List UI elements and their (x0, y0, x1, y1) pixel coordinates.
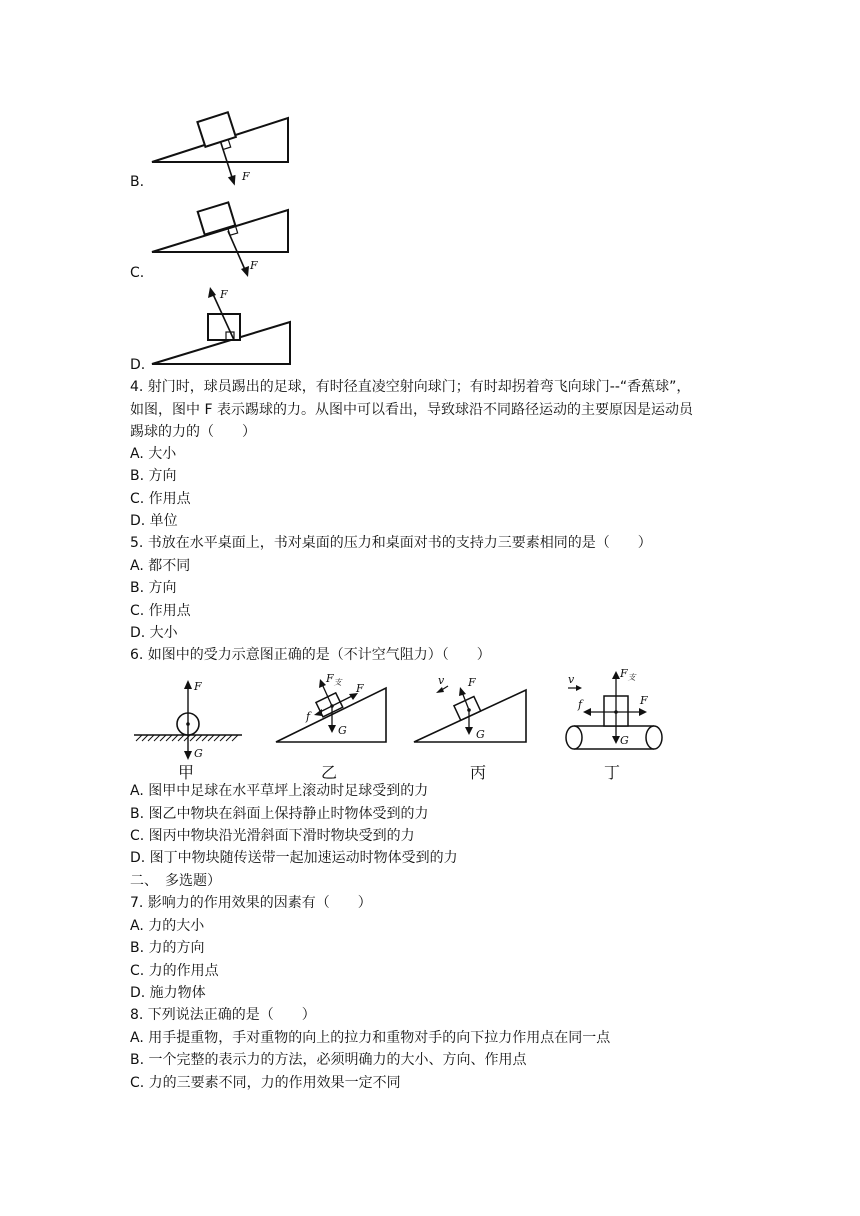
bing-gravity-label: G (476, 728, 485, 741)
bing-force-label: F (468, 676, 476, 689)
incline-diagram-b (150, 108, 295, 188)
q4-stem-line2: 如图，图中 F 表示踢球的力。从图中可以看出，导致球沿不同路径运动的主要原因是运动员 (130, 402, 693, 418)
q7-stem: 7. 影响力的作用效果的因素有（ ） (130, 895, 372, 911)
block-on-incline-yi (274, 668, 392, 746)
figure-option-c (150, 198, 295, 280)
diagram-bing (412, 668, 530, 746)
yi-force-label: F (356, 682, 364, 695)
q4-option-b: B. 方向 (130, 468, 177, 484)
q6-option-a: A. 图甲中足球在水平草坪上滚动时足球受到的力 (130, 783, 429, 799)
option-b-label: B. (130, 174, 145, 190)
bing-velocity-label: v (438, 674, 445, 687)
option-d-label: D. (130, 357, 146, 373)
q4-option-d: D. 单位 (130, 513, 178, 529)
jia-force-label: F (194, 680, 202, 693)
q7-option-d: D. 施力物体 (130, 985, 206, 1001)
jia-gravity-label: G (194, 747, 203, 760)
force-label-c: F (250, 259, 258, 272)
diagram-label-bing: 丙 (470, 763, 487, 782)
figure-option-d (150, 284, 295, 370)
force-label-b: F (242, 170, 250, 183)
ding-friction-label: f (578, 698, 583, 711)
q4-stem-line1: 4. 射门时，球员踢出的足球，有时径直凌空射向球门；有时却拐着弯飞向球门--“香蕉球”， (130, 379, 691, 395)
ding-support-label: $F_支$ (620, 667, 636, 682)
q8-option-c: C. 力的三要素不同，力的作用效果一定不同 (130, 1075, 401, 1091)
q5-option-a: A. 都不同 (130, 558, 191, 574)
q7-option-b: B. 力的方向 (130, 940, 205, 956)
block-on-incline-bing (412, 668, 530, 746)
q6-stem: 6. 如图中的受力示意图正确的是（不计空气阻力）（ ） (130, 647, 491, 663)
diagram-jia (132, 672, 247, 762)
section-heading-multiple-choice: 二、 多选题） (130, 873, 221, 889)
diagram-label-yi: 乙 (321, 763, 338, 782)
q5-option-c: C. 作用点 (130, 603, 191, 619)
diagram-yi (274, 668, 392, 746)
q7-option-a: A. 力的大小 (130, 918, 205, 934)
yi-support-label: $F_支$ (326, 672, 342, 687)
yi-friction-label: f (306, 710, 311, 723)
q6-option-b: B. 图乙中物块在斜面上保持静止时物体受到的力 (130, 806, 429, 822)
diagram-label-ding: 丁 (604, 763, 621, 782)
q4-stem-line3: 踢球的力的（ ） (130, 424, 256, 440)
ding-velocity-label: v (568, 673, 575, 686)
q8-stem: 8. 下列说法正确的是（ ） (130, 1007, 316, 1023)
q7-option-c: C. 力的作用点 (130, 963, 219, 979)
q8-option-a: A. 用手提重物，手对重物的向上的拉力和重物对手的向下拉力作用点在同一点 (130, 1030, 611, 1046)
incline-diagram-d (150, 284, 295, 370)
q6-option-d: D. 图丁中物块随传送带一起加速运动时物体受到的力 (130, 850, 458, 866)
diagram-label-jia: 甲 (178, 763, 195, 782)
ding-force-label: F (640, 694, 648, 707)
figure-option-b (150, 108, 295, 188)
ball-on-grass-diagram (132, 672, 247, 762)
q5-option-b: B. 方向 (130, 580, 177, 596)
q6-option-c: C. 图丙中物块沿光滑斜面下滑时物块受到的力 (130, 828, 415, 844)
q4-option-a: A. 大小 (130, 446, 177, 462)
q5-stem: 5. 书放在水平桌面上，书对桌面的压力和桌面对书的支持力三要素相同的是（ ） (130, 535, 652, 551)
yi-gravity-label: G (338, 724, 347, 737)
option-c-label: C. (130, 265, 145, 281)
incline-diagram-c (150, 198, 295, 280)
diagram-ding (562, 666, 670, 754)
q8-option-b: B. 一个完整的表示力的方法，必须明确力的大小、方向、作用点 (130, 1052, 527, 1068)
force-label-d: F (220, 288, 228, 301)
q4-option-c: C. 作用点 (130, 491, 191, 507)
q5-option-d: D. 大小 (130, 625, 178, 641)
ding-gravity-label: G (620, 734, 629, 747)
block-on-conveyor-ding (562, 666, 670, 754)
